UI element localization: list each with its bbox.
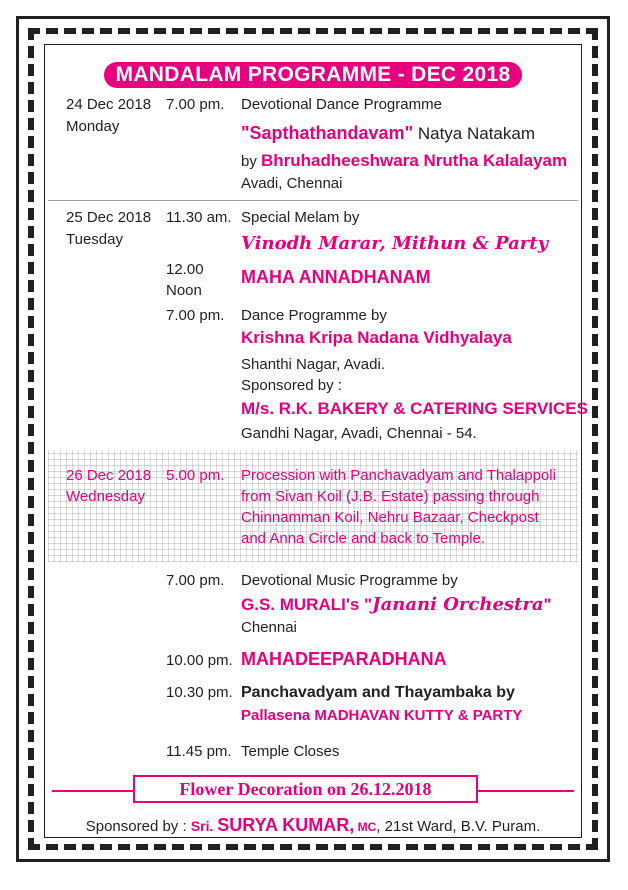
sponsor-honorific: Sri.: [190, 818, 218, 834]
sponsor-mc: MC: [354, 820, 377, 834]
day3-e2-line: Devotional Music Programme by: [241, 572, 458, 589]
day1-time: 7.00 pm.: [166, 96, 225, 113]
day3-e2-artist: G.S. MURALI's ": [241, 595, 373, 614]
sponsor-name: SURYA KUMAR,: [217, 815, 355, 835]
day3-time: 5.00 pm.: [166, 467, 225, 484]
day2-e2-time1: 12.00: [166, 261, 204, 278]
day1-by: by: [241, 153, 262, 170]
day3-line-4: and Anna Circle and back to Temple.: [241, 530, 486, 547]
day3-e4-time: 10.30 pm.: [166, 684, 233, 701]
day3-weekday: Wednesday: [66, 488, 145, 505]
day1-by-row: [241, 151, 567, 172]
day3-e2-artist-row: [241, 595, 552, 616]
day1-troupe: Bhruhadheeshwara Nrutha Kalalayam: [261, 151, 568, 170]
day1-weekday: Monday: [66, 118, 120, 135]
day2-e3-place: Shanthi Nagar, Avadi.: [241, 356, 385, 373]
day2-e1-time: 11.30 am.: [166, 209, 232, 226]
day2-e1-artist: Vinodh Marar, Mithun & Party: [241, 233, 549, 254]
day2-date: 25 Dec 2018: [66, 209, 152, 226]
day3-line-1: Procession with Panchavadyam and Thalappoli: [241, 467, 556, 484]
day1-line1: Devotional Dance Programme: [241, 96, 442, 113]
day2-e2-title: MAHA ANNADHANAM: [241, 267, 431, 287]
day2-e3-troupe: Krishna Kripa Nadana Vidhyalaya: [241, 328, 512, 347]
procession-band: [48, 450, 578, 562]
day3-line-3: Chinnamman Koil, Nehru Bazaar, Checkpost: [241, 509, 539, 526]
day1-date: 24 Dec 2018: [66, 96, 152, 113]
day2-e3-sponsor: M/s. R.K. BAKERY & CATERING SERVICES: [241, 399, 588, 418]
sponsor-line: [48, 813, 578, 839]
day3-e2-close: ": [543, 595, 552, 614]
day1-place: Avadi, Chennai: [241, 175, 343, 192]
day3-e3-title: MAHADEEPARADHANA: [241, 649, 447, 669]
sponsor-prefix: Sponsored by :: [85, 818, 191, 835]
flower-decoration: Flower Decoration on 26.12.2018: [133, 775, 478, 803]
day3-e4-artist: Pallasena MADHAVAN KUTTY & PARTY: [241, 707, 523, 724]
day3-e2-orchestra: Janani Orchestra: [372, 594, 544, 615]
day3-e3-time: 10.00 pm.: [166, 652, 233, 669]
separator: [48, 200, 578, 201]
day2-e1-line: Special Melam by: [241, 209, 360, 226]
day2-e3-sponsored: Sponsored by :: [241, 377, 342, 394]
day2-e3-line: Dance Programme by: [241, 307, 387, 324]
sponsor-suffix: , 21st Ward, B.V. Puram.: [376, 818, 541, 835]
day1-name: "Sapthathandavam": [241, 123, 414, 143]
day2-e3-time: 7.00 pm.: [166, 307, 225, 324]
day3-date: 26 Dec 2018: [66, 467, 152, 484]
day2-weekday: Tuesday: [66, 231, 123, 248]
day3-e5-time: 11.45 pm.: [166, 743, 232, 760]
day2-e3-address: Gandhi Nagar, Avadi, Chennai - 54.: [241, 425, 477, 442]
day1-title-row: [241, 123, 535, 144]
day3-e4-line: Panchavadyam and Thayambaka by: [241, 684, 515, 701]
page-title: MANDALAM PROGRAMME - DEC 2018: [104, 62, 522, 88]
day3-e2-time: 7.00 pm.: [166, 572, 225, 589]
day1-name-suffix: Natya Natakam: [413, 124, 535, 143]
day3-e2-place: Chennai: [241, 619, 297, 636]
day3-line-2: from Sivan Koil (J.B. Estate) passing through: [241, 488, 540, 505]
day3-e5-line: Temple Closes: [241, 743, 340, 760]
day2-e2-time2: Noon: [166, 282, 202, 299]
